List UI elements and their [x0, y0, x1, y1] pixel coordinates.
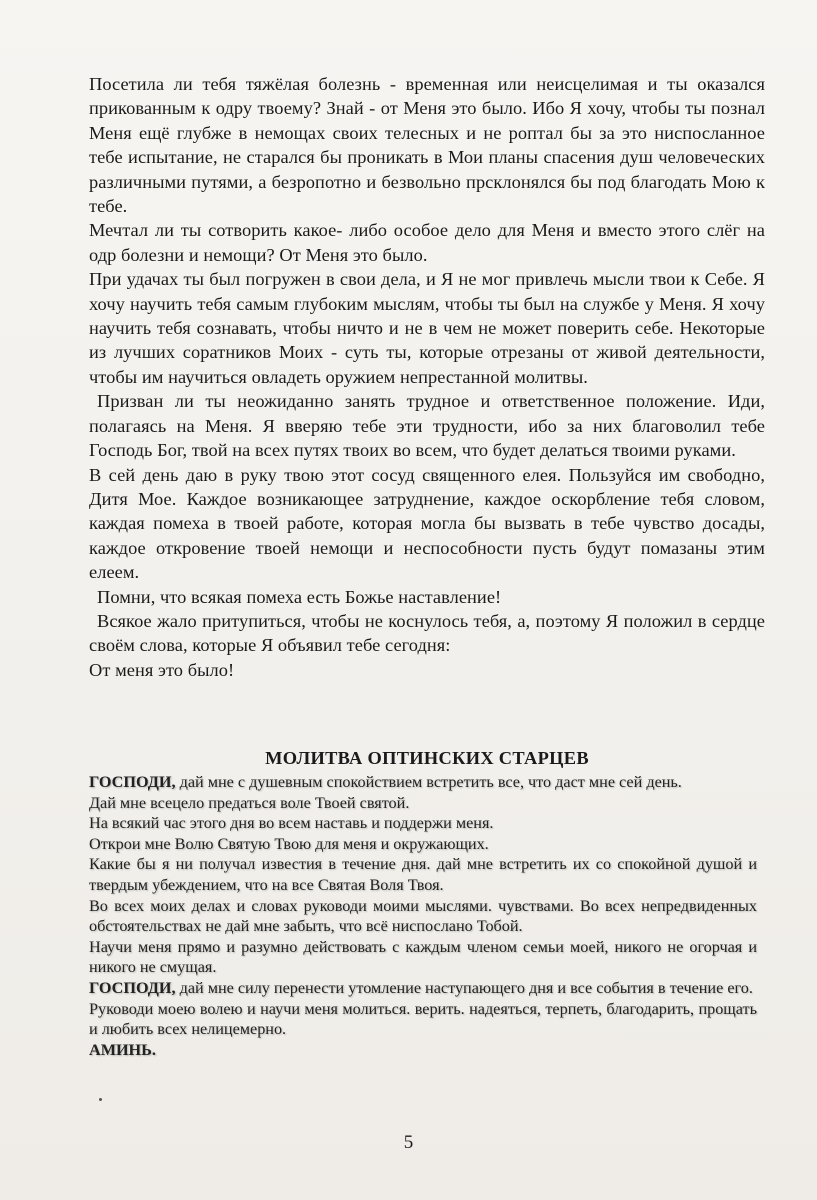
prayer-line — [89, 896, 757, 937]
paragraph-from-me: От меня это было! — [89, 659, 235, 680]
prayer-line-rest: На всякий час этого дня во всем наставь и поддержи меня. — [89, 814, 494, 833]
paragraph-vessel: В сей день даю в руку твою этот сосуд священного елея. Пользуйся им свободно, Дитя Мое. Каждое возникающее затруднение, каждое оскорбление тебя словом, каждая помеха в твоей работе, которая могла бы вызвать в тебе чувство досады, каждое откровение твоей немощи и неспособности пусть будут помазаны этим елеем. — [89, 464, 765, 583]
prayer-line — [89, 772, 757, 793]
prayer-line-rest: Какие бы я ни получал известия в течение дня. дай мне встретить их со спокойной душой и твердым убеждением, что на все Святая Воля Твоя. — [89, 855, 757, 894]
page-number — [0, 1131, 817, 1155]
paragraph-called: Призван ли ты неожиданно занять трудное и ответственное положение. Иди, полагаясь на Меня. Я вверяю тебе эти трудности, ибо за них благоволил тебе Господь Бог, твой на всех путях твоих во всем, что будет делаться твоими руками. — [89, 391, 765, 461]
prayer-title: МОЛИТВА ОПТИНСКИХ СТАРЦЕВ — [265, 748, 589, 768]
prayer-line-rest: Руководи моею волею и научи меня молиться. верить. надеяться, терпеть, благодарить, прощать и любить всех нелицемерно. — [89, 999, 757, 1039]
prayer-line-rest: Открои мне Волю Святую Твою для меня и окружающих. — [89, 834, 489, 853]
paragraph-success: При удачах ты был погружен в свои дела, и Я не мог привлечь мысли твои к Себе. Я хочу научить тебя самым глубоким мыслям, чтобы ты был на службе у Меня. Я хочу научить тебя сознавать, чтобы ничто и не в чем не может поверить себе. Некоторые из лучших соратников Моих - суть ты, которые отрезаны от живой деятельности, чтобы им научиться овладеть оружием непрестанной молитвы. — [89, 269, 765, 387]
prayer-text-block — [89, 772, 757, 1060]
stray-dot — [99, 1098, 102, 1101]
prayer-line — [89, 793, 757, 814]
prayer-line — [89, 978, 757, 999]
prayer-line — [89, 813, 757, 834]
paragraph-remember: Помни, что всякая помеха есть Божье наставление! — [97, 586, 502, 607]
main-text-block — [89, 72, 765, 682]
paragraph-illness: Посетила ли тебя тяжёлая болезнь - временная или неисцелимая и ты оказался прикованным к одру твоему? Знай - от Меня это было. Ибо Я хочу, чтобы ты познал Меня ещё глубже в немощах своих телесных и не роптал бы за это ниспосланное тебе испытание, не старался бы проникать в Мои планы спасения душ человеческих различными путями, а безропотно и безвольно прсклонялся бы под благодать Мою к тебе. — [89, 74, 765, 217]
prayer-line-rest: Во всех моих делах и словах руководи моими мыслями. чувствами. Во всех непредвиденных обстоятельствах не дай мне забыть, что всё ниспослано Тобой. — [89, 896, 757, 936]
paragraph-dream: Мечтал ли ты сотворить какое- либо особое дело для Меня и вместо этого слёг на одр болезни и немощи? От Меня это было. — [89, 220, 765, 265]
prayer-line-rest: дай мне силу перенести утомление наступающего дня и все события в течение его. — [175, 978, 753, 997]
paragraph-sting: Всякое жало притупиться, чтобы не коснулось тебя, а, поэтому Я положил в сердце своём слова, которые Я объявил тебе сегодня: — [89, 610, 765, 656]
prayer-line-rest: Научи меня прямо и разумно действовать с каждым членом семьи моей, никого не огорчая и никого не смущая. — [89, 937, 757, 977]
prayer-line-rest: Дай мне всецело предаться воле Твоей святой. — [89, 793, 410, 812]
prayer-line — [89, 854, 757, 895]
prayer-line — [89, 937, 757, 978]
prayer-line — [89, 999, 757, 1040]
prayer-line — [89, 834, 757, 855]
prayer-line-rest: дай мне с душевным спокойствием встретить все, что даст мне сей день. — [175, 773, 682, 791]
prayer-line-lead: ГОСПОДИ, — [89, 773, 176, 791]
prayer-amen: АМИНЬ. — [89, 1040, 156, 1059]
prayer-line-lead: ГОСПОДИ, — [89, 978, 176, 997]
page-number-value: 5 — [403, 1132, 414, 1153]
